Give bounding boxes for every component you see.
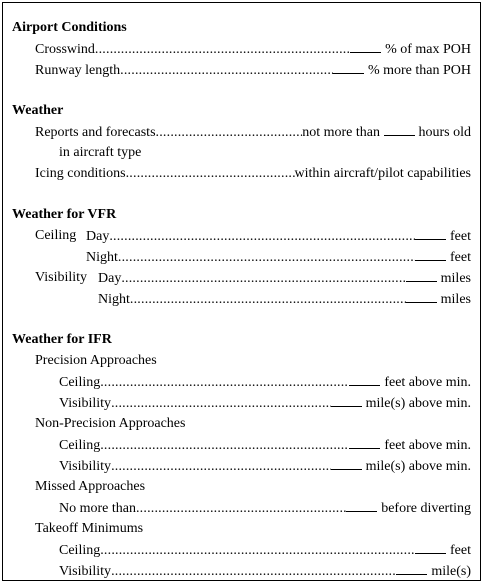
unit-feet: feet [450, 543, 471, 558]
unit-miles: miles [440, 271, 471, 286]
takeoff-visibility-row [59, 561, 471, 581]
takeoff-visibility-blank[interactable] [396, 561, 427, 575]
vfr-visibility-label: Visibility [35, 270, 88, 285]
visibility-label: Visibility [59, 564, 112, 579]
precision-visibility-blank[interactable] [331, 393, 362, 407]
vfr-visibility-night-row [98, 289, 471, 309]
runway-label: Runway length [35, 63, 121, 78]
before-diverting-label: before diverting [381, 501, 471, 516]
runway-blank[interactable] [333, 60, 364, 74]
leader-dots [130, 290, 406, 310]
leader-dots [126, 164, 295, 184]
reports-label: Reports and forecasts [35, 125, 156, 140]
vfr-heading: Weather for VFR [12, 207, 117, 222]
leader-dots [156, 123, 303, 143]
vfr-ceiling-night-row [86, 247, 471, 267]
day-label: Day [98, 271, 122, 286]
leader-dots [111, 562, 396, 582]
takeoff-ceiling-blank[interactable] [415, 540, 446, 554]
precision-ceiling-row [59, 372, 471, 392]
airport-conditions-heading: Airport Conditions [12, 20, 127, 35]
missed-approaches-blank[interactable] [346, 498, 377, 512]
unit-feet: feet [450, 250, 471, 265]
unit-feet-above: feet above min. [384, 375, 471, 390]
leader-dots [120, 61, 333, 81]
day-label: Day [86, 229, 110, 244]
ifr-heading: Weather for IFR [12, 332, 112, 347]
visibility-label: Visibility [59, 396, 112, 411]
leader-dots [121, 269, 405, 289]
leader-dots [111, 394, 331, 414]
precision-approaches-label: Precision Approaches [35, 353, 157, 368]
missed-approaches-label: Missed Approaches [35, 479, 146, 494]
no-more-than-label: No more than [59, 501, 136, 516]
leader-dots [111, 457, 331, 477]
vfr-visibility-day-row [98, 268, 471, 288]
reports-unit: hours old [418, 125, 471, 140]
crosswind-unit: % of max POH [385, 42, 471, 57]
night-label: Night [98, 292, 130, 307]
reports-prefix: not more than [302, 125, 380, 140]
vfr-visibility-day-blank[interactable] [406, 268, 437, 282]
crosswind-label: Crosswind [35, 42, 95, 57]
leader-dots [118, 248, 415, 268]
reports-blank[interactable] [384, 122, 415, 136]
non-precision-visibility-blank[interactable] [331, 456, 362, 470]
precision-visibility-row [59, 393, 471, 413]
unit-miles-above: mile(s) above min. [365, 396, 471, 411]
vfr-ceiling-day-row [86, 226, 471, 246]
non-precision-approaches-label: Non-Precision Approaches [35, 416, 186, 431]
non-precision-visibility-row [59, 456, 471, 476]
crosswind-blank[interactable] [350, 39, 381, 53]
ceiling-label: Ceiling [59, 438, 101, 453]
leader-dots [95, 40, 350, 60]
leader-dots [136, 499, 346, 519]
takeoff-minimums-label: Takeoff Minimums [35, 521, 144, 536]
unit-miles-above: mile(s) above min. [365, 459, 471, 474]
night-label: Night [86, 250, 118, 265]
personal-minimums-form [2, 2, 481, 581]
unit-feet-above: feet above min. [384, 438, 471, 453]
vfr-ceiling-day-blank[interactable] [415, 226, 446, 240]
leader-dots [109, 227, 415, 247]
unit-feet: feet [450, 229, 471, 244]
ceiling-label: Ceiling [59, 543, 101, 558]
non-precision-ceiling-blank[interactable] [349, 435, 380, 449]
visibility-label: Visibility [59, 459, 112, 474]
unit-miles-s: mile(s) [431, 564, 471, 579]
icing-row [35, 164, 471, 184]
non-precision-ceiling-row [59, 435, 471, 455]
runway-row [35, 60, 471, 80]
icing-label: Icing conditions [35, 166, 126, 181]
reports-continuation: in aircraft type [59, 145, 142, 160]
runway-unit: % more than POH [367, 63, 471, 78]
unit-miles: miles [440, 292, 471, 307]
reports-row [35, 122, 471, 142]
leader-dots [100, 373, 349, 393]
crosswind-row [35, 39, 471, 59]
takeoff-ceiling-row [59, 540, 471, 560]
vfr-ceiling-label: Ceiling [35, 228, 77, 243]
vfr-visibility-night-blank[interactable] [406, 289, 437, 303]
leader-dots [100, 541, 415, 561]
icing-value: within aircraft/pilot capabilities [294, 166, 471, 181]
ceiling-label: Ceiling [59, 375, 101, 390]
leader-dots [100, 436, 349, 456]
vfr-ceiling-night-blank[interactable] [415, 247, 446, 261]
missed-approaches-row [59, 498, 471, 518]
weather-heading: Weather [12, 103, 64, 118]
precision-ceiling-blank[interactable] [349, 372, 380, 386]
